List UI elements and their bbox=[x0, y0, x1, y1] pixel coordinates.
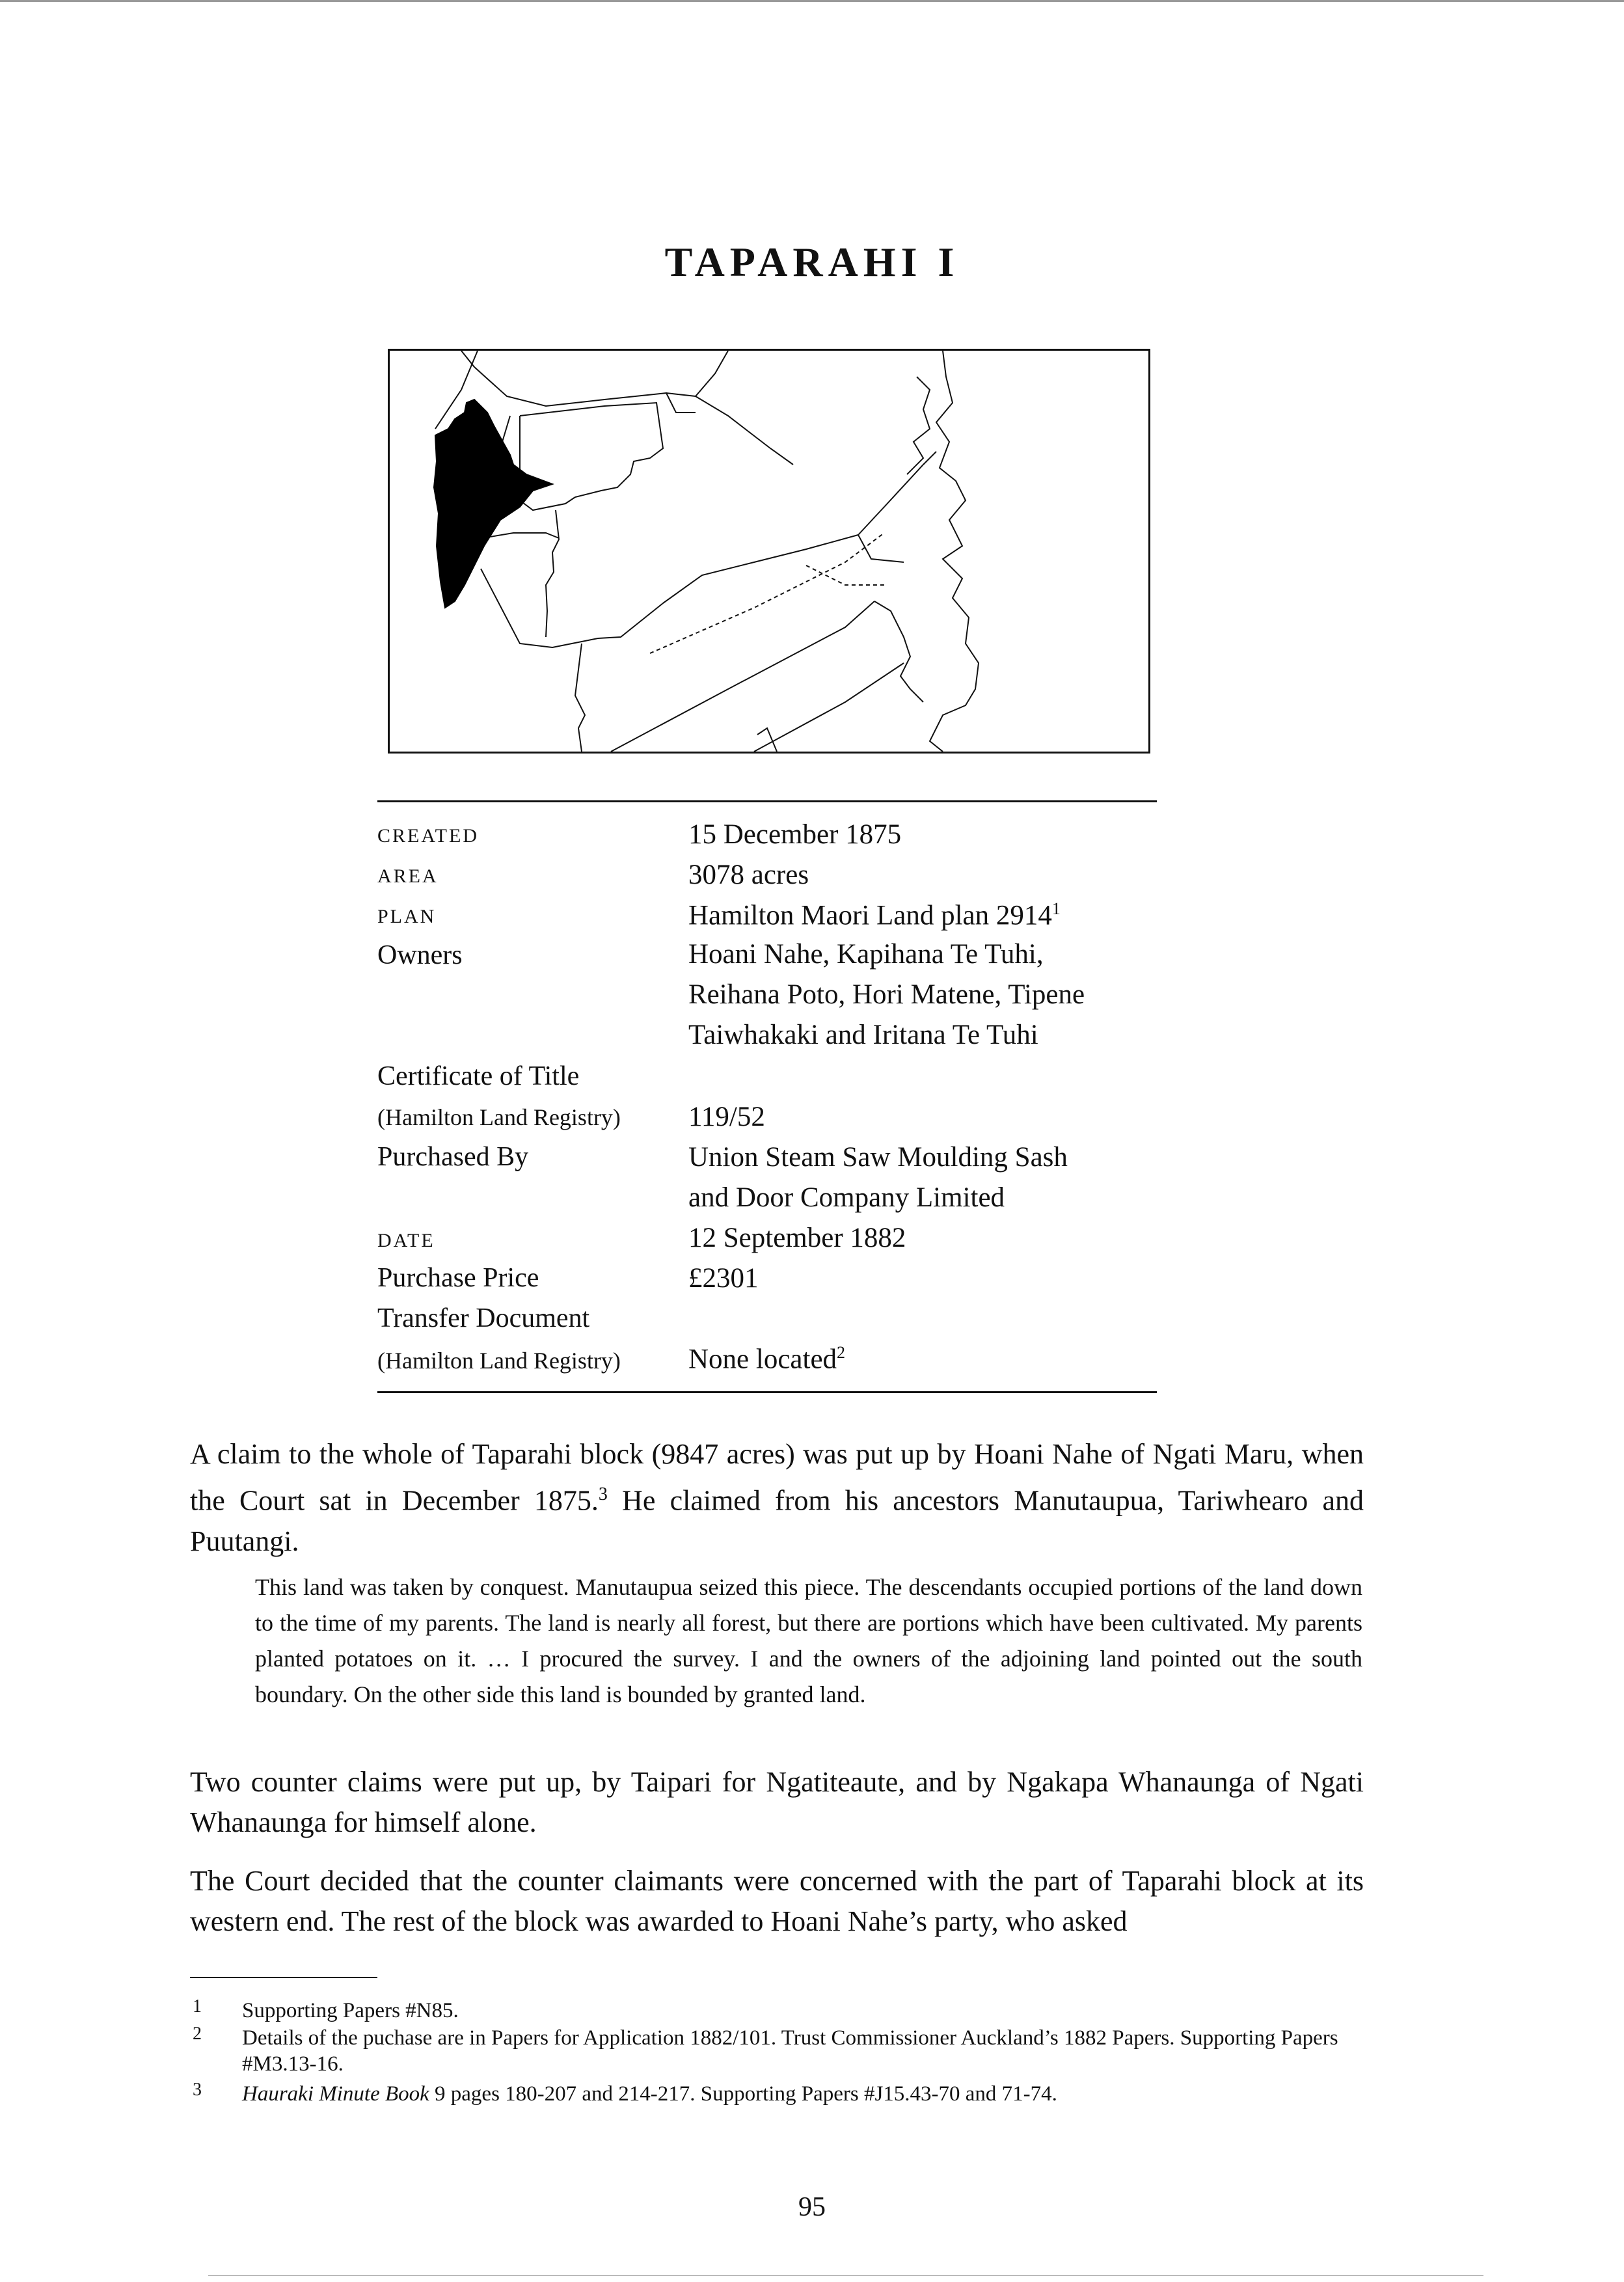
date-value: 12 September 1882 bbox=[688, 1223, 906, 1253]
transfer-document-value bbox=[688, 1343, 845, 1375]
created-value: 15 December 1875 bbox=[688, 819, 902, 850]
certificate-of-title-value: 119/52 bbox=[688, 1102, 765, 1132]
location-map bbox=[388, 349, 1150, 754]
map-boundary-line bbox=[666, 393, 793, 465]
owners-line-2: Reihana Poto, Hori Matene, Tipene bbox=[688, 979, 1085, 1010]
certificate-of-title-label: Certificate of Title bbox=[377, 1061, 580, 1091]
block-quote: This land was taken by conquest. Manutaupua seized this piece. The descendants occupied portions of the land down to the time of my parents. The land is nearly all forest, but there are portions which have been cultivated. My parents planted potatoes on it. … I procured the survey. I and the owners of the adjoining land pointed out the south boundary. On the other side this land is bounded by granted land. bbox=[255, 1574, 1362, 1707]
map-boundary-line bbox=[858, 452, 936, 535]
table-top-rule bbox=[377, 800, 1157, 802]
map-boundary-line bbox=[481, 569, 663, 647]
footnote-3-number: 3 bbox=[193, 2080, 202, 2100]
purchase-price-value: £2301 bbox=[688, 1263, 759, 1294]
map-boundary-line bbox=[546, 510, 559, 637]
owners-label: Owners bbox=[377, 940, 463, 970]
map-coastline bbox=[874, 601, 923, 702]
date-label: DATE bbox=[377, 1230, 435, 1251]
area-label: AREA bbox=[377, 865, 439, 887]
map-dashed-boundary bbox=[806, 565, 884, 585]
footnote-2-text: Details of the puchase are in Papers for Application 1882/101. Trust Commissioner Auckland’s 1882 Papers. Supporting Papers #M3.13-16. bbox=[242, 2026, 1338, 2076]
bottom-edge-rule bbox=[208, 2275, 1483, 2276]
certificate-registry-label: (Hamilton Land Registry) bbox=[377, 1104, 621, 1130]
plan-footnote-ref: 1 bbox=[1051, 899, 1061, 918]
map-coastline bbox=[930, 351, 979, 752]
taparahi-i-highlighted-block bbox=[434, 400, 552, 608]
paragraph-1-start: A claim to the whole of Taparahi block (9847 acres) was put up by Hoani Nahe of Ngati Maru, when the Court sat in December 1875. bbox=[190, 1438, 1364, 1517]
footnote-1-number: 1 bbox=[193, 1996, 202, 2017]
map-boundary-line bbox=[461, 351, 696, 413]
map-dashed-boundary bbox=[650, 533, 884, 653]
footnote-2-number: 2 bbox=[193, 2024, 202, 2044]
owners-line-3: Taiwhakaki and Iritana Te Tuhi bbox=[688, 1020, 1038, 1050]
transfer-registry-label: (Hamilton Land Registry) bbox=[377, 1348, 621, 1374]
map-boundary-line bbox=[575, 644, 585, 752]
transfer-text: None located bbox=[688, 1344, 837, 1375]
page-title: TAPARAHI I bbox=[664, 239, 960, 285]
footnote-ref-3: 3 bbox=[598, 1484, 608, 1504]
purchase-price-label: Purchase Price bbox=[377, 1263, 539, 1293]
plan-text: Hamilton Maori Land plan 2914 bbox=[688, 900, 1052, 931]
transfer-document-label: Transfer Document bbox=[377, 1303, 590, 1333]
footnote-rule bbox=[190, 1977, 377, 1978]
owners-line-1: Hoani Nahe, Kapihana Te Tuhi, bbox=[688, 939, 1044, 970]
area-value: 3078 acres bbox=[688, 860, 809, 890]
transfer-footnote-ref: 2 bbox=[837, 1343, 846, 1362]
paragraph-2: Two counter claims were put up, by Taipari for Ngatiteaute, and by Ngakapa Whanaunga of Ngati Whanaunga for himself alone. bbox=[190, 1766, 1364, 1838]
plan-label: PLAN bbox=[377, 906, 437, 927]
purchased-by-line-1: Union Steam Saw Moulding Sash bbox=[688, 1142, 1068, 1173]
map-coastline bbox=[907, 377, 930, 474]
map-boundary-line bbox=[754, 663, 904, 752]
map-boundary-line bbox=[611, 601, 874, 752]
footnote-3-text bbox=[242, 2081, 1362, 2107]
created-label: CREATED bbox=[377, 825, 479, 847]
top-edge-rule bbox=[0, 0, 1624, 2]
block-boundary-map bbox=[390, 351, 1148, 752]
table-bottom-rule bbox=[377, 1391, 1157, 1393]
purchased-by-label: Purchased By bbox=[377, 1142, 529, 1172]
footnote-3-source-title: Hauraki Minute Book bbox=[242, 2082, 429, 2106]
paragraph-1-end: He claimed from his ancestors Manutaupua, Tariwhearo and Puutangi. bbox=[190, 1484, 1364, 1557]
footnote-1-text: Supporting Papers #N85. bbox=[242, 1999, 459, 2022]
paragraph-1 bbox=[190, 1434, 1364, 1562]
plan-value bbox=[688, 899, 1061, 931]
map-boundary-line bbox=[696, 351, 728, 396]
map-boundary-line bbox=[663, 535, 858, 603]
purchased-by-line-2: and Door Company Limited bbox=[688, 1182, 1005, 1213]
footnote-3-details: 9 pages 180-207 and 214-217. Supporting Papers #J15.43-70 and 71-74. bbox=[429, 2082, 1057, 2106]
map-boundary-line bbox=[858, 535, 904, 562]
paragraph-3: The Court decided that the counter claimants were concerned with the part of Taparahi block at its western end. The rest of the block was awarded to Hoani Nahe’s party, who asked bbox=[190, 1865, 1364, 1937]
page-number: 95 bbox=[798, 2192, 826, 2222]
